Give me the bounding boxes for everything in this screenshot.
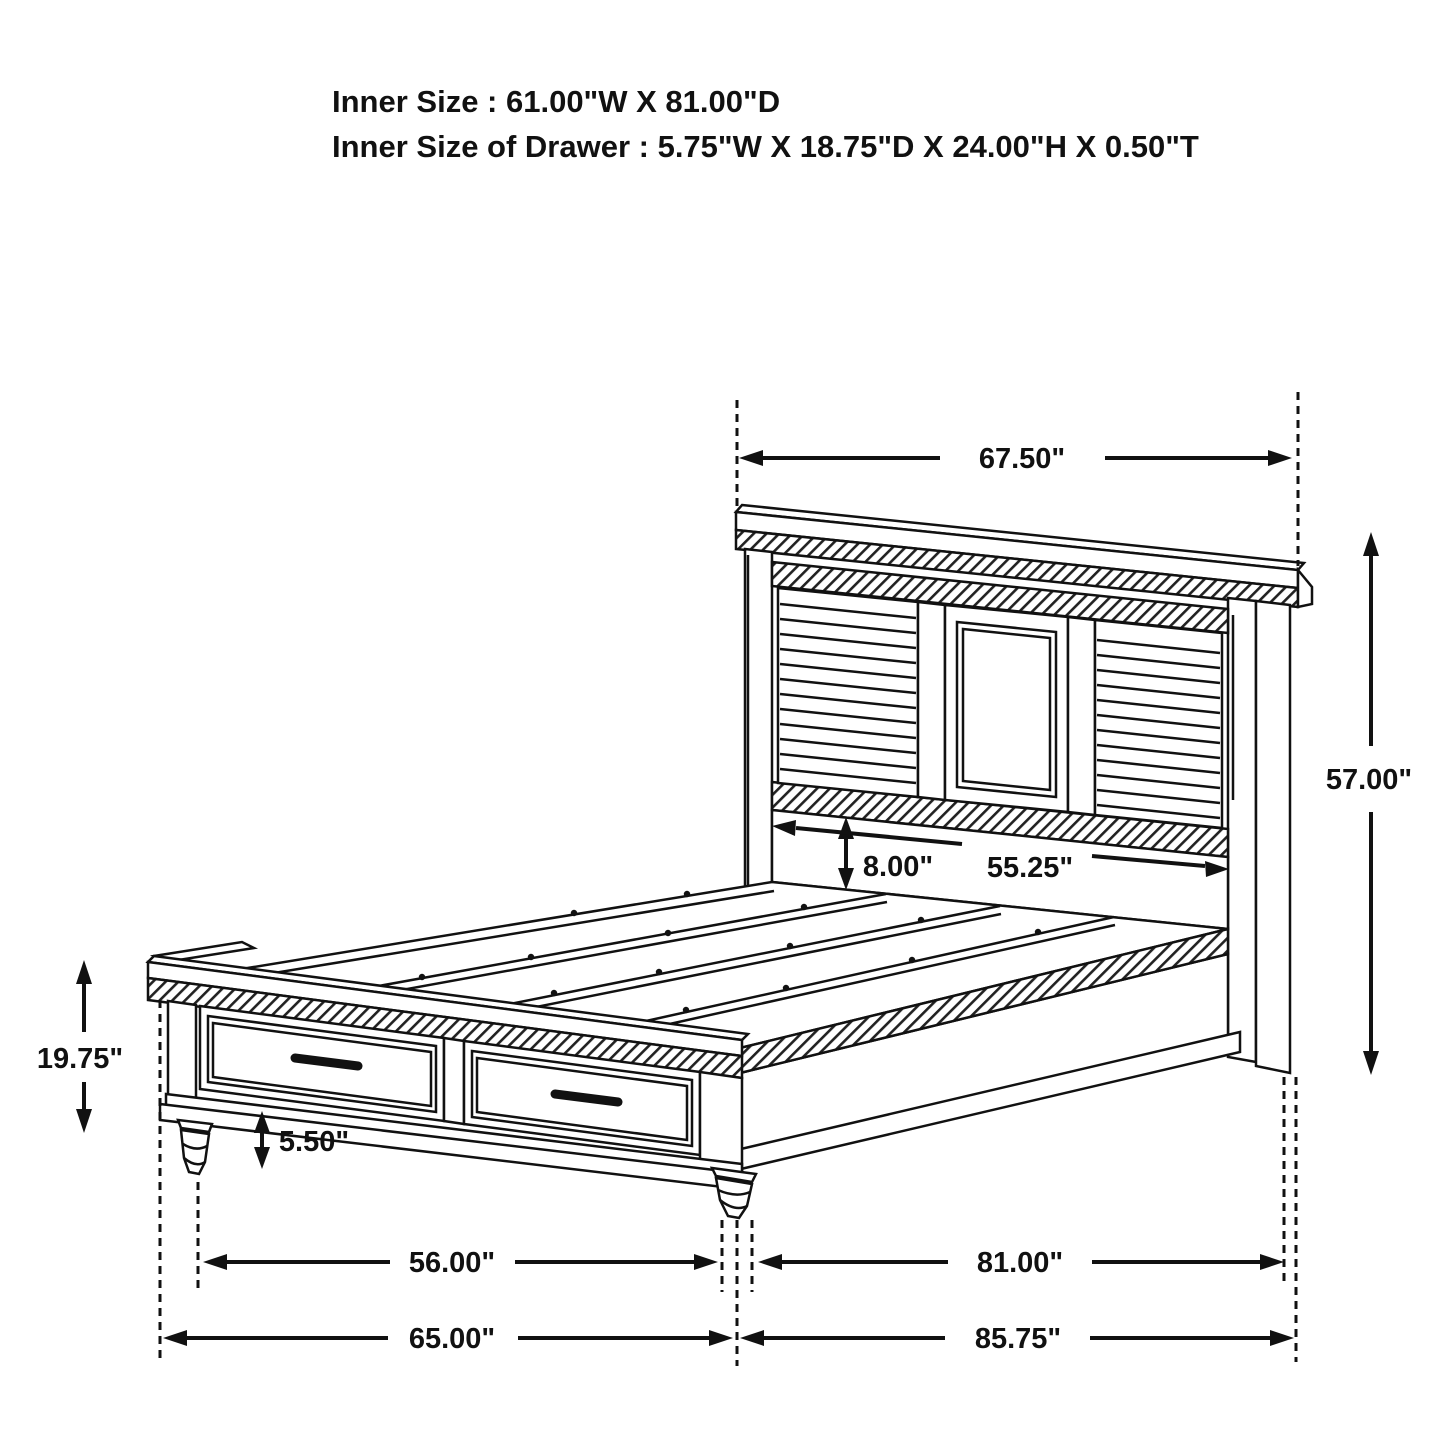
inner-size-line: Inner Size : 61.00"W X 81.00"D bbox=[332, 84, 781, 119]
drawer-divider-stile bbox=[444, 1038, 464, 1124]
dim-headboard-width bbox=[739, 443, 1292, 475]
dim-footboard-height bbox=[37, 960, 123, 1133]
headboard-rear-leg bbox=[1256, 601, 1290, 1073]
dim-overall-length bbox=[740, 1323, 1294, 1355]
center-right-stile bbox=[1068, 617, 1095, 815]
rail-height-label: 8.00" bbox=[862, 851, 934, 883]
headboard-width-label: 67.50" bbox=[978, 443, 1066, 475]
inner-size-note bbox=[332, 84, 1199, 164]
footboard-span-label: 56.00" bbox=[408, 1247, 496, 1279]
rail-span-label: 81.00" bbox=[976, 1247, 1064, 1279]
right-louver-panel bbox=[1095, 620, 1222, 828]
center-left-stile bbox=[918, 602, 945, 800]
footboard-left-foot bbox=[178, 1120, 212, 1174]
footboard-right-foot bbox=[712, 1168, 756, 1218]
inner-size-of-drawer-line: Inner Size of Drawer : 5.75"W X 18.75"D X 24.00"H X 0.50"T bbox=[332, 129, 1199, 164]
center-mirror-panel bbox=[945, 605, 1068, 812]
left-louver-panel bbox=[778, 588, 918, 797]
overall-width-label: 65.00" bbox=[408, 1323, 496, 1355]
dim-footboard-span bbox=[203, 1247, 718, 1279]
dim-overall-width bbox=[163, 1323, 733, 1355]
overall-length-label: 85.75" bbox=[974, 1323, 1062, 1355]
dim-total-height bbox=[1326, 532, 1412, 1075]
total-height-label: 57.00" bbox=[1325, 764, 1413, 796]
inner-width-label: 55.25" bbox=[986, 852, 1074, 884]
footboard-height-label: 19.75" bbox=[36, 1043, 124, 1075]
dim-rail-span bbox=[758, 1247, 1284, 1279]
clearance-label: 5.50" bbox=[278, 1126, 350, 1158]
